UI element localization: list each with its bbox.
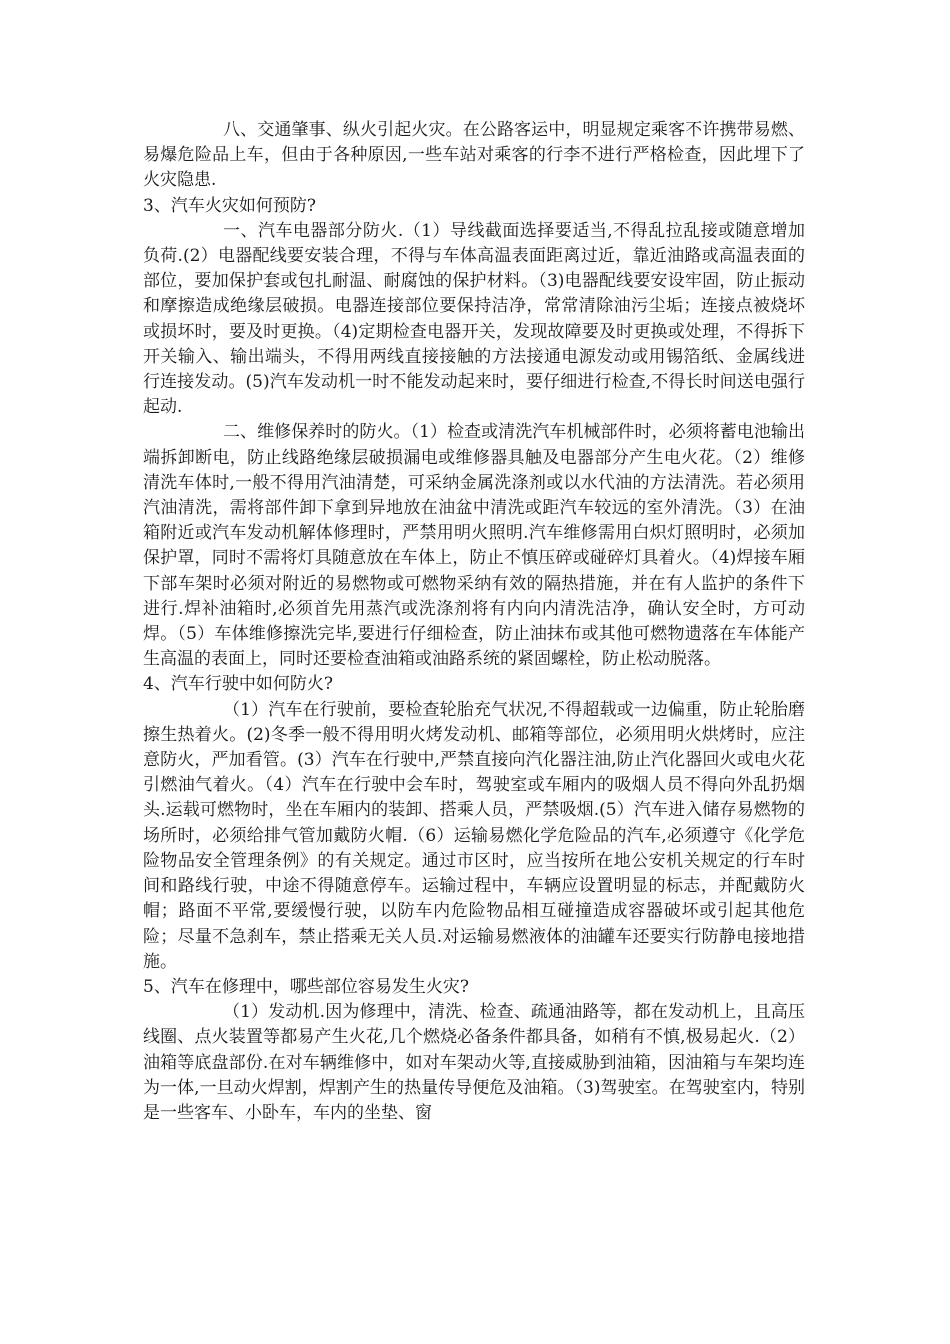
heading-driving-fire: 4、汽车行驶中如何防火? (143, 674, 333, 695)
paragraph-traffic-arson: 八、交通肇事、纵火引起火灾。在公路客运中，明显规定乘客不许携带易燃、易爆危险品上车，但由于各种原因,一些车站对乘客的行李不进行严格检查，因此埋下了火灾隐患. (143, 120, 805, 191)
document-page (143, 118, 805, 1126)
paragraph-driving-fire: （1）汽车在行驶前，要检查轮胎充气状况,不得超载或一边偏重，防止轮胎磨擦生热着火。(2)冬季一般不得用明火烤发动机、邮箱等部位，必须用明火烘烤时，应注意防火，严加看管。(3）汽车在行驶中,严禁直接向汽化器注油,防止汽化器回火或电火花引燃油气着火。（4）汽车在行驶中会车时，驾驶室或车厢内的吸烟人员不得向外乱扔烟头.运载可燃物时，坐在车厢内的装卸、搭乘人员，严禁吸烟.(5）汽车进入储存易燃物的场所时，必须给排气管加戴防火帽.（6）运输易燃化学危险品的汽车,必须遵守《化学危险物品安全管理条例》的有关规定。通过市区时，应当按所在地公安机关规定的行车时间和路线行驶，中途不得随意停车。运输过程中，车辆应设置明显的标志，并配戴防火帽；路面不平常,要缓慢行驶，以防车内危险物品相互碰撞造成容器破坏或引起其他危险；尽量不急刹车，禁止搭乘无关人员.对运输易燃液体的油罐车还要实行防静电接地措施。 (143, 699, 805, 972)
paragraph-electrical-fire: 一、汽车电器部分防火.（1）导线截面选择要适当,不得乱拉乱接或随意增加负荷.(2）电器配线要安装合理，不得与车体高温表面距离过近，靠近油路或高温表面的部位，要加保护套或包扎耐温、耐腐蚀的保护材料。（3)电器配线要安设牢固，防止振动和摩擦造成绝缘层破损。电器连接部位要保持洁净，常常清除油污尘垢；连接点被烧坏或损坏时，要及时更换。（4)定期检查电器开关，发现故障要及时更换或处理，不得拆下开关输入、输出端头，不得用两线直接接触的方法接通电源发动或用锡箔纸、金属线进行连接发动。(5)汽车发动机一时不能发动起来时，要仔细进行检查,不得长时间送电强行起动. (143, 220, 805, 418)
heading-fire-prevention: 3、汽车火灾如何预防? (143, 195, 316, 216)
paragraph-maintenance-fire: 二、维修保养时的防火。（1）检查或清洗汽车机械部件时，必须将蓄电池输出端拆卸断电，防止线路绝缘层破损漏电或维修器具触及电器部分产生电火花。（2）维修清洗车体时,一般不得用汽油清楚，可采纳金属洗涤剂或以水代油的方法清洗。若必须用汽油清洗，需将部件卸下拿到异地放在油盆中清洗或距汽车较远的室外清洗。（3）在油箱附近或汽车发动机解体修理时，严禁用明火照明.汽车维修需用白炽灯照明时，必须加保护罩，同时不需将灯具随意放在车体上，防止不慎压碎或碰碎灯具着火。（4)焊接车厢下部车架时必须对附近的易燃物或可燃物采纳有效的隔热措施，并在有人监护的条件下进行.焊补油箱时,必须首先用蒸汽或洗涤剂将有内向内清洗洁净，确认安全时，方可动焊。（5）车体维修擦洗完毕,要进行仔细检查，防止油抹布或其他可燃物遗落在车体能产生高温的表面上，同时还要检查油箱或油路系统的紧固螺栓，防止松动脱落。 (143, 422, 805, 670)
paragraph-repair-fire-locations: （1）发动机.因为修理中，清洗、检查、疏通油路等，都在发动机上，且高压线圈、点火装置等都易产生火花,几个燃烧必备条件都具备，如稍有不慎,极易起火.（2）油箱等底盘部份.在对车辆维修中，如对车架动火等,直接威胁到油箱，因油箱与车架均连为一体,一旦动火焊割，焊割产生的热量传导便危及油箱。（3)驾驶室。在驾驶室内，特别是一些客车、小卧车，车内的坐垫、窗 (143, 1002, 805, 1123)
heading-repair-fire-locations: 5、汽车在修理中，哪些部位容易发生火灾? (143, 976, 469, 997)
